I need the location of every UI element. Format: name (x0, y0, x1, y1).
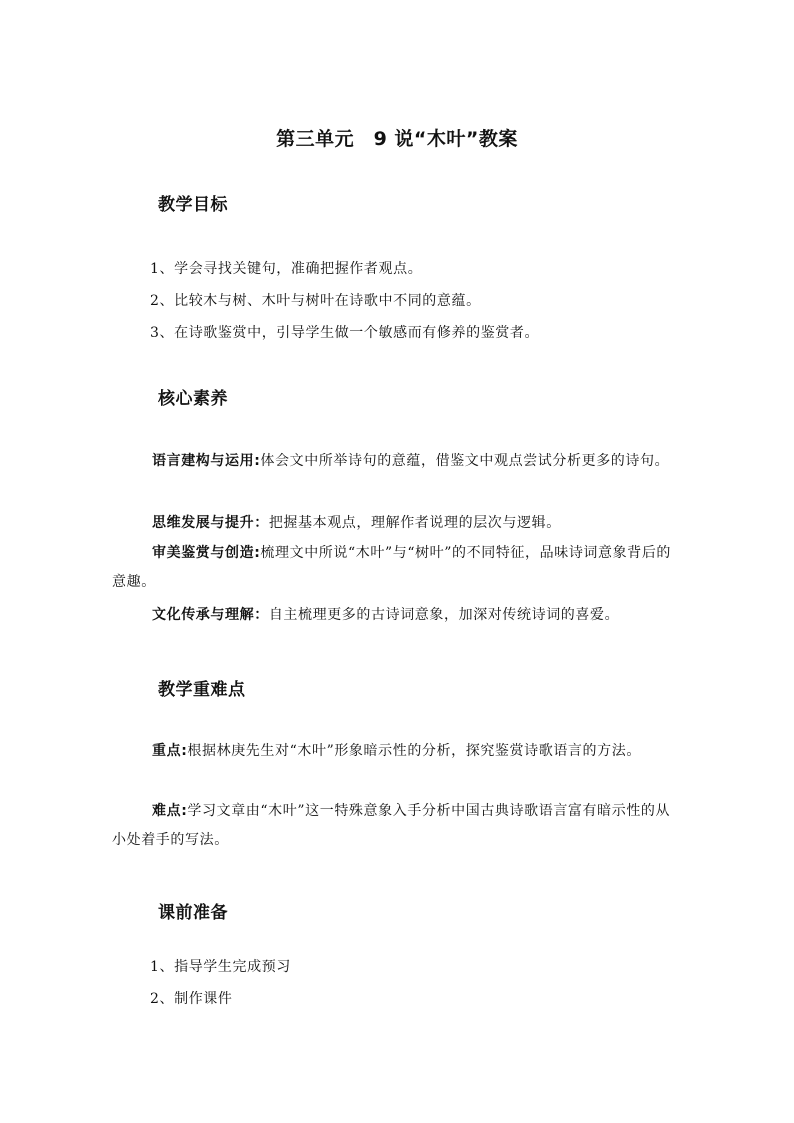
key-point-label: 难点: (152, 803, 188, 819)
key-point-text: 学习文章由“木叶”这一特殊意象入手分析中国古典诗歌语言富有暗示性的从小处着手的写法。 (112, 803, 671, 848)
literacy-text: 梳理文中所说“木叶”与“树叶”的不同特征，品味诗词意象背后的意趣。 (112, 545, 672, 590)
key-point-item (112, 737, 682, 766)
literacy-item (112, 447, 682, 476)
literacy-label: 思维发展与提升： (152, 515, 269, 531)
key-point-item (112, 797, 682, 855)
preparation-item: 2、制作课件 (150, 991, 233, 1007)
objective-item: 3、在诗歌鉴赏中，引导学生做一个敏感而有修养的鉴赏者。 (150, 325, 540, 341)
literacy-text: 体会文中所举诗句的意蕴，借鉴文中观点尝试分析更多的诗句。 (260, 453, 670, 469)
literacy-item (112, 539, 682, 597)
key-points-heading: 教学重难点 (158, 680, 246, 700)
literacy-label: 语言建构与运用: (152, 453, 261, 469)
preparation-item: 1、指导学生完成预习 (150, 959, 291, 975)
objective-item: 1、学会寻找关键句，准确把握作者观点。 (150, 261, 423, 277)
literacy-label: 文化传承与理解： (152, 607, 269, 623)
preparation-heading: 课前准备 (158, 903, 228, 923)
objective-item: 2、比较木与树、木叶与树叶在诗歌中不同的意蕴。 (150, 293, 481, 309)
literacy-item (112, 601, 682, 630)
literacy-text: 把握基本观点，理解作者说理的层次与逻辑。 (268, 515, 561, 531)
objectives-heading: 教学目标 (158, 195, 228, 215)
literacy-label: 审美鉴赏与创造: (152, 545, 261, 561)
key-point-label: 重点: (152, 743, 188, 759)
literacy-item (112, 509, 682, 538)
document-title: 第三单元 9 说“木叶”教案 (276, 128, 518, 150)
literacy-text: 自主梳理更多的古诗词意象，加深对传统诗词的喜爱。 (268, 607, 620, 623)
key-point-text: 根据林庚先生对“木叶”形象暗示性的分析，探究鉴赏诗歌语言的方法。 (187, 743, 641, 759)
literacy-heading: 核心素养 (158, 389, 228, 409)
